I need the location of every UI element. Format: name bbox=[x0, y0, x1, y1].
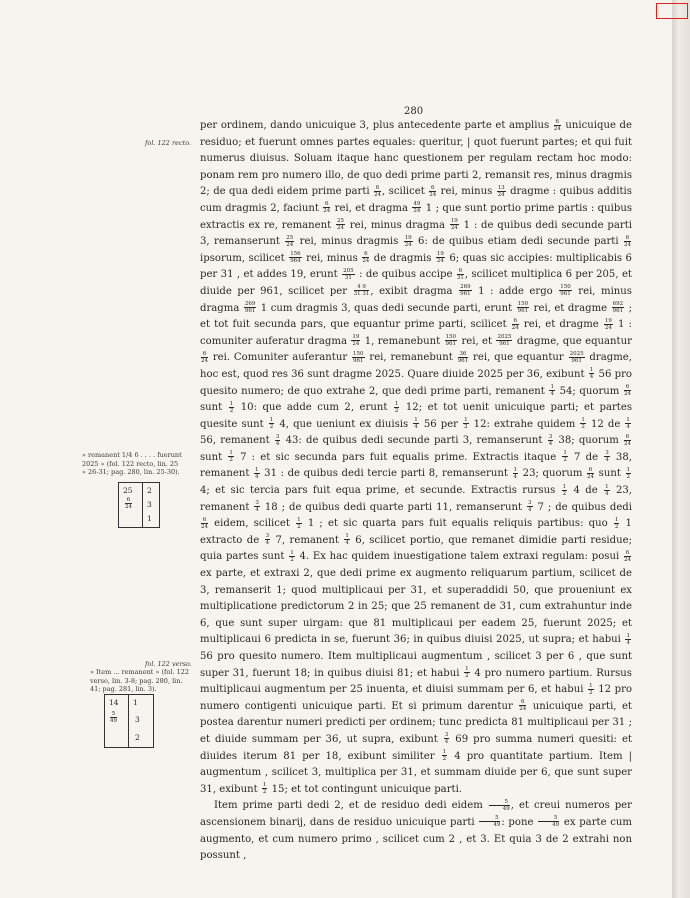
text-span: 23, remanent bbox=[200, 485, 633, 513]
fraction: $\frac{25}{24}$ bbox=[286, 234, 294, 248]
fraction: $\frac{1}{4}$ bbox=[626, 632, 630, 646]
fraction: $\frac{25}{24}$ bbox=[337, 218, 344, 232]
text-span: 1 ; et sic quarta pars fuit equalis reliquis partibus: quo bbox=[307, 518, 608, 530]
marginal-figure-1 bbox=[118, 482, 160, 528]
margin-note-line: » Item ... remanent » (fol. 122 bbox=[90, 668, 189, 676]
text-span: rei, et bbox=[461, 335, 493, 347]
fraction: $\frac{2025}{961}$ bbox=[569, 350, 584, 364]
fraction: $\frac{269}{961}$ bbox=[460, 284, 471, 298]
fraction: $\frac{269}{961}$ bbox=[244, 301, 256, 315]
text-span: 4; et sic tercia pars fuit equa prime, et secunde. Extractis rursus bbox=[200, 485, 556, 497]
text-span: cum dragmis 3, quas dedi secunde parti, erunt bbox=[270, 302, 513, 314]
fraction: $\frac{1}{4}$ bbox=[550, 384, 554, 397]
text-span: eidem, scilicet bbox=[214, 518, 290, 530]
text-span: ; et tot fuit secunda pars, que equantur prime parti, scilicet bbox=[200, 302, 632, 331]
fraction: $\frac{19}{24}$ bbox=[352, 334, 360, 348]
figure-cell: 2 bbox=[135, 733, 140, 742]
text-span: dragme, que equantur bbox=[516, 335, 632, 347]
fraction: $\frac{1}{2}$ bbox=[269, 417, 274, 431]
fraction: $\frac{1}{2}$ bbox=[562, 483, 567, 497]
text-span: 4 pro numero partium. Rursus multiplicaui augmentum per 25 inuenta, et diuisi summam per 6, et habui bbox=[200, 667, 632, 696]
text-span: 69 pro summa numeri quesiti: et diuides iterum 81 per 18, exibunt similiter bbox=[200, 733, 632, 762]
figure-cell: 1 bbox=[133, 698, 138, 707]
figure-cell: 14 bbox=[109, 698, 119, 707]
fraction: $\frac{1}{2}$ bbox=[262, 782, 267, 796]
text-span: : adde ergo bbox=[490, 285, 553, 297]
text-span: : pone bbox=[501, 816, 534, 828]
text-span: 6; quas sic accipies: multiplicabis 6 per 31 , et addes 19, erunt bbox=[200, 252, 632, 281]
fraction: $\frac{6}{31}$ bbox=[456, 267, 464, 281]
fraction: $\frac{6}{24}$ bbox=[623, 549, 631, 563]
fraction: $\frac{19}{24}$ bbox=[604, 317, 612, 331]
text-span: , exibit dragma bbox=[370, 285, 453, 297]
text-span: 31 : de quibus dedi tercie parti 8, remanserunt bbox=[264, 468, 508, 480]
fraction: $\frac{1}{2}$ bbox=[297, 516, 301, 530]
fraction: $\frac{1}{4}$ bbox=[345, 533, 349, 547]
page-number: 280 bbox=[404, 106, 424, 117]
fraction: $\frac{3}{4}$ bbox=[265, 533, 270, 547]
fraction: $\frac{2025}{961}$ bbox=[497, 334, 512, 348]
text-span: rei, minus dragma bbox=[349, 219, 445, 231]
fraction: $\frac{19}{24}$ bbox=[450, 218, 458, 232]
margin-note-line: » 26-31; pag. 280, lin. 25-30). bbox=[82, 468, 180, 476]
text-span: , et creui numeros per ascensionem binarij, dans de residuo unicuique parti bbox=[200, 800, 632, 828]
fraction: $\frac{205}{31}$ bbox=[343, 267, 354, 281]
fraction: $\frac{13}{24}$ bbox=[497, 184, 505, 198]
text-span: rei, remanebunt bbox=[369, 352, 453, 364]
text-span: 1 extracto de bbox=[200, 518, 632, 546]
fraction: $\frac{1}{4}$ bbox=[255, 466, 259, 480]
fraction: $\frac{6}{24}$ bbox=[374, 184, 382, 198]
fraction: $\frac{1}{4}$ bbox=[605, 483, 609, 497]
fraction: $\frac{3}{4}$ bbox=[255, 500, 259, 514]
figure-cell: 3 bbox=[135, 715, 140, 724]
fraction: $\frac{6}{24}$ bbox=[511, 317, 519, 331]
fraction: $\frac{49}{24}$ bbox=[413, 201, 421, 215]
fraction: $\frac{150}{961}$ bbox=[517, 301, 529, 315]
fraction: $\frac{150}{961}$ bbox=[560, 284, 571, 298]
text-span: : comuniter auferatur dragma bbox=[200, 319, 632, 347]
text-span: 43: de quibus dedi secunde parti 3, remanserunt bbox=[285, 435, 543, 447]
fraction: $\frac{1}{2}$ bbox=[563, 450, 567, 464]
fraction: $\frac{3}{4}$ bbox=[548, 433, 553, 447]
text-span: scilicet bbox=[388, 186, 425, 198]
fraction: $\frac{5}{49}$ bbox=[538, 815, 559, 828]
text-span: 24 bbox=[125, 504, 132, 510]
text-span: 18 ; de quibus dedi quarte parti 11, remanserunt bbox=[264, 501, 523, 513]
fraction: $\frac{3}{4}$ bbox=[605, 450, 609, 464]
text-span: rei, et dragma bbox=[334, 202, 409, 214]
text-span: 15; et tot contingunt unicuique parti. bbox=[271, 783, 463, 795]
text-span: 54; quorum bbox=[559, 385, 620, 397]
text-span: rei. Comuniter auferantur bbox=[212, 352, 348, 364]
text-span: 6 bbox=[126, 497, 131, 503]
fraction: $\frac{5}{49}$ bbox=[479, 815, 500, 828]
fraction: $\frac{1}{2}$ bbox=[229, 450, 233, 464]
fraction: $\frac{6}{24}$ bbox=[623, 433, 631, 447]
text-span: 56 per bbox=[423, 418, 459, 430]
fraction: $\frac{1}{4}$ bbox=[414, 417, 418, 431]
text-span: ex parte cum augmento, et cum numero primo , scilicet cum 2 , et 3. Et quia 3 de 2 extrahi non possunt , bbox=[200, 816, 632, 862]
text-span: 4. Ex hac quidem inuestigatione talem extraxi regulam: posui bbox=[299, 551, 620, 563]
fraction: $\frac{1}{2}$ bbox=[626, 466, 630, 480]
text-span: 12 de bbox=[590, 418, 621, 430]
fraction: $\frac{6}{24}$ bbox=[623, 384, 631, 397]
fraction: $\frac{19}{24}$ bbox=[404, 234, 412, 248]
text-span: sunt bbox=[598, 468, 621, 480]
text-span: 7 ; de quibus dedi bbox=[537, 501, 632, 513]
fraction: $\frac{6}{24}$ bbox=[323, 201, 331, 215]
fraction: $\frac{156}{964}$ bbox=[290, 251, 301, 265]
fraction: $\frac{1}{2}$ bbox=[589, 682, 593, 696]
figure-cell: 1 bbox=[147, 514, 152, 523]
text-span: 4 pro quantitate partium. Item | augmentum , scilicet 3, multiplica per 31, et summam diuide per 6, que sunt super 31, exibunt bbox=[200, 750, 632, 795]
text-span: 10: que adde cum 2, erunt bbox=[240, 402, 388, 414]
figure-cell: 2 bbox=[147, 486, 152, 495]
text-span: 6: de quibus etiam dedi secunde parti bbox=[418, 236, 619, 248]
margin-note-line: 41; pag. 281, lin. 3). bbox=[90, 685, 157, 693]
text-span: , remanebunt bbox=[371, 335, 441, 347]
margin-note-folio: fol. 122 recto. bbox=[145, 139, 192, 147]
fraction: $\frac{1}{2}$ bbox=[465, 666, 469, 680]
fraction: $\frac{692}{961}$ bbox=[612, 301, 624, 315]
margin-note-line: verso, lin. 3-8; pag. 280, lin. bbox=[90, 676, 183, 685]
text-span: sunt bbox=[200, 402, 223, 414]
fraction: $\frac{6}{24}$ bbox=[519, 699, 527, 713]
text-span: rei, et dragme bbox=[523, 319, 599, 331]
fraction: $\frac{1}{2}$ bbox=[394, 400, 399, 414]
text-span: 56, remanent bbox=[200, 435, 270, 447]
text-span: rei, minus bbox=[306, 252, 358, 264]
text-span: 12; et tot uenit unicuique parti; et partes quesite sunt bbox=[200, 402, 632, 430]
text-span: 38, remanent bbox=[200, 451, 632, 480]
text-span: rei, minus dragma bbox=[200, 285, 632, 314]
fraction: $\frac{3}{4}$ bbox=[275, 433, 280, 447]
text-span: de dragmis bbox=[373, 252, 432, 264]
fraction: $\frac{1}{2}$ bbox=[442, 749, 447, 763]
fraction: $\frac{6}{24}$ bbox=[553, 118, 561, 132]
text-span: per ordinem, dando unicuique 3, plus antecedente parte et amplius bbox=[200, 120, 550, 131]
fraction: $\frac{6}{24}$ bbox=[362, 251, 370, 265]
text-span: ex parte, et extraxi 2, que dedi prime ex augmento reliquarum partium, scilicet de 3, remanserit 1; quod multiplicaui per 31, et superaddidi 50, que proueniunt ex multiplicatione predictorum 2 in 25; que 25 remanent de 31, cum extrahuntur inde 6, que sunt super uirgam: que 81 multiplicaui per eadem 25, fuerunt 2025; et multiplicaui 6 predicta in se, fuerunt 36; in quibus diuisi 2025, ut supra; et habui bbox=[200, 568, 632, 646]
margin-note-reference bbox=[82, 451, 194, 477]
figure-cell: 25 bbox=[123, 486, 133, 495]
fraction: $\frac{3}{4}$ bbox=[528, 500, 532, 514]
margin-note-folio: fol. 122 verso. bbox=[145, 660, 192, 668]
text-span: rei, minus dragmis bbox=[299, 236, 399, 248]
text-span: : de quibus dedi secunde parti 3, remanserunt bbox=[200, 219, 632, 248]
text-span: 49 bbox=[110, 718, 117, 724]
text-span: dragme, hoc est, quod res 36 sunt dragme 2025. Quare diuide 2025 per 36, exibunt bbox=[200, 352, 632, 380]
text-span: 7 de bbox=[574, 451, 599, 463]
text-span: sunt bbox=[200, 451, 223, 463]
text-span: , scilicet multiplica 6 per 205, et diuide per 961, scilicet per bbox=[200, 269, 632, 297]
text-span: unicuique de residuo; et fuerunt omnes partes equales: queritur, | quot fuerunt partes; et qui fuit numerus diuisus. Soluam itaque hanc questionem per regulam rectam hoc modo: ponam rem pro numero illo, de quo dedi prime parti 2, remansit res, minus dragmis 2; de qua dedi eidem prime parti bbox=[200, 120, 632, 198]
fraction: $\frac{4 9}{31 31}$ bbox=[353, 284, 370, 298]
margin-note-line: 2025 » (fol. 122 recto, lin. 25 bbox=[82, 459, 179, 468]
fraction: $\frac{1}{2}$ bbox=[290, 549, 294, 563]
text-span: dragme : quibus additis cum dragmis 2, faciunt bbox=[200, 186, 632, 214]
fraction: $\frac{6}{24}$ bbox=[201, 516, 208, 530]
fraction: $\frac{1}{4}$ bbox=[513, 466, 518, 480]
fraction: $\frac{150}{961}$ bbox=[353, 350, 364, 364]
fraction: $\frac{1}{2}$ bbox=[464, 417, 468, 431]
main-text bbox=[200, 118, 632, 865]
fraction: $\frac{6}{24}$ bbox=[201, 350, 208, 364]
fraction: $\frac{1}{2}$ bbox=[581, 417, 585, 431]
paragraph-2 bbox=[200, 798, 632, 864]
text-span: 4 de bbox=[573, 485, 598, 497]
text-span: 5 bbox=[111, 711, 116, 717]
text-span: 38; quorum bbox=[558, 435, 619, 447]
fraction: $\frac{6}{24}$ bbox=[623, 234, 631, 248]
text-span: 23; quorum bbox=[522, 468, 583, 480]
text-span: ; que sunt portio prime partis : quibus extractis ex re, remanent bbox=[200, 202, 632, 231]
text-span: 56 pro quesito numero; de quo extrahe 2, que dedi prime parti, remanent bbox=[200, 368, 632, 397]
fraction: $\frac{1}{2}$ bbox=[614, 516, 619, 530]
text-span: 12: extrahe quidem bbox=[473, 418, 576, 430]
text-span: 7 : et sic secunda pars fuit equalis prime. Extractis itaque bbox=[240, 451, 557, 463]
text-span: 12 pro numero contigenti unicuique parti. Et si primum darentur bbox=[200, 684, 632, 712]
marginal-figure-2 bbox=[104, 694, 154, 748]
figure-divider bbox=[142, 483, 143, 527]
text-span: : de quibus accipe bbox=[359, 269, 453, 281]
figure-divider bbox=[128, 695, 129, 747]
fraction: $\frac{1}{4}$ bbox=[626, 417, 630, 431]
figure-fraction bbox=[125, 497, 132, 510]
fraction: $\frac{36}{961}$ bbox=[457, 350, 469, 364]
margin-note-reference bbox=[90, 668, 196, 694]
fraction: $\frac{1}{2}$ bbox=[229, 400, 234, 414]
text-span: 56 pro quesito numero. Item multiplicaui augmentum , scilicet 3 per 6 , que sunt super 31, fuerunt 18; in quibus diuisi 81; et habui bbox=[200, 651, 632, 679]
text-span: 7, remanent bbox=[275, 534, 339, 546]
text-span: 6, scilicet portio, que remanet dimidie parti residue; quia partes sunt bbox=[200, 534, 632, 563]
text-span: rei, minus bbox=[440, 186, 493, 198]
text-span: rei, que equantur bbox=[473, 352, 564, 364]
paragraph-1: per ordinem, dando unicuique 3, plus antecedente parte et amplius $\frac{6}{24}$ unicuique de residuo; et fuerunt omnes partes equales: queritur, | quot fuerunt partes; et qui fuit numerus diuisus. Soluam itaque hanc questionem per regulam rectam hoc modo: ponam rem pro numero illo, de quo dedi prime parti 2, remansit res, minus dragmis 2; de qua dedi eidem prime parti $\frac{6}{24}$ , scilicet $\frac{6}{24}$ rei, minus $\frac{13}{24}$ dragme : quibus additis cum dragmis 2, faciunt $\frac{6}{24}$ rei, et dragma $\frac{49}{24}$ 1 ; que sunt portio prime partis : quibus extractis ex re, remanent $\frac{25}{24}$ rei, minus dragma $\frac{19}{24}$ 1 : de quibus dedi secunde parti 3, remanserunt $\frac{25}{24}$ rei, minus dragmis $\frac{19}{24}$ 6: de quibus etiam dedi secunde parti $\frac{6}{24}$ ipsorum, scilicet $\frac{156}{964}$ rei, minus $\frac{6}{24}$ de dragmis $\frac{19}{24}$ 6; quas sic accipies: multiplicabis 6 per 31 , et addes 19, erunt $\frac{205}{31}$ : de quibus accipe $\frac{6}{31}$ , scilicet multiplica 6 per 205, et diuide per 961, scilicet per $\frac{4 9}{31 31}$ , exibit dragma $\frac{269}{961}$ 1 : adde ergo $\frac{150}{961}$ rei, minus dragma $\frac{269}{961}$ 1 cum dragmis 3, quas dedi secunde parti, erunt $\frac{150}{961}$ rei, et dragme $\frac{692}{961}$ ; et tot fuit secunda pars, que equantur prime parti, scilicet $\frac{6}{24}$ rei, et dragme $\frac{19}{24}$ 1 : comuniter auferatur dragma $\frac{19}{24}$ 1, remanebunt $\frac{150}{961}$ rei, et $\frac{2025}{961}$ dragme, que equantur $\frac{6}{24}$ rei. Comuniter auferantur $\frac{150}{961}$ rei, remanebunt $\frac{36}{961}$ rei, que equantur $\frac{2025}{961}$ dragme, hoc est, quod res 36 sunt dragme 2025. Quare diuide 2025 per 36, exibunt $\frac{1}{4}$ 56 pro quesito numero; de quo extrahe 2, que dedi prime parti, remanent $\frac{1}{4}$ 54; quorum $\frac{6}{24}$ sunt $\frac{1}{2}$ 10: que adde cum 2, erunt $\frac{1}{2}$ 12; et tot uenit unicuique parti; et partes quesite sunt $\frac{1}{2}$ 4, que ueniunt ex diuisis $\frac{1}{4}$ 56 per $\frac{1}{2}$ 12: extrahe quidem $\frac{1}{2}$ 12 de $\frac{1}{4}$ 56, remanent $\frac{3}{4}$ 43: de quibus dedi secunde parti 3, remanserunt $\frac{3}{4}$ 38; quorum $\frac{6}{24}$ sunt $\frac{1}{2}$ 7 : et sic secunda pars fuit equalis prime. Extractis itaque $\frac{1}{2}$ 7 de $\frac{3}{4}$ 38, remanent $\frac{1}{4}$ 31 : de quibus dedi tercie parti 8, remanserunt $\frac{1}{4}$ 23; quorum $\frac{6}{24}$ sunt $\frac{1}{2}$ 4; et sic tercia pars fuit equa prime, et secunde. Extractis rursus $\frac{1}{2}$ 4 de $\frac{1}{4}$ 23, remanent $\frac{3}{4}$ 18 ; de quibus dedi quarte parti 11, remanserunt $\frac{3}{4}$ 7 ; de quibus dedi $\frac{6}{24}$ eidem, scilicet $\frac{1}{2}$ 1 ; et sic quarta pars fuit equalis reliquis partibus: quo $\frac{1}{2}$ 1 extracto de $\frac{3}{4}$ 7, remanent $\frac{1}{4}$ 6, scilicet portio, que remanet dimidie parti residue; quia partes sunt $\frac{1}{2}$ 4. Ex hac quidem inuestigatione talem extraxi regulam: posui $\frac{6}{24}$ ex parte, et extraxi 2, que dedi prime ex augmento reliquarum partium, scilicet de 3, remanserit 1; quod multiplicaui per 31, et superaddidi 50, que proueniunt ex multiplicatione predictorum 2 in 25; que 25 remanent de 31, cum extrahuntur inde 6, que sunt super uirgam: que 81 multiplicaui per eadem 25, fuerunt 2025; et multiplicaui 6 predicta in se, fuerunt 36; in quibus diuisi 2025, ut supra; et habui $\frac{1}{4}$ 56 pro quesito numero. Item multiplicaui augmentum , scilicet 3 per 6 , que sunt super 31, fuerunt 18; in quibus diuisi 81; et habui $\frac{1}{2}$ 4 pro numero partium. Rursus multiplicaui augmentum per 25 inuenta, et diuisi summam per 6, et habui $\frac{1}{2}$ 12 pro numero contigenti unicuique parti. Et si primum darentur $\frac{6}{24}$ unicuique parti, et postea darentur numeri predicti per ordinem; tunc predicta 81 multiplicaui per 31 ; et diuide summam per 36, ut supra, exibunt $\frac{3}{4}$ 69 pro summa numeri quesiti: et diuides iterum 81 per 18, exibunt similiter $\frac{1}{2}$ 4 pro quantitate partium. Item | augmentum , scilicet 3, multiplica per 31, et summam diuide per 6, que sunt super 31, exibunt $\frac{1}{2}$ 15; et tot contingunt unicuique parti. bbox=[200, 118, 633, 796]
text-span: ipsorum, scilicet bbox=[200, 252, 285, 264]
fraction: $\frac{1}{4}$ bbox=[589, 367, 594, 381]
figure-cell: 3 bbox=[147, 500, 152, 509]
fraction: $\frac{6}{24}$ bbox=[429, 184, 437, 198]
corner-color-mark bbox=[656, 3, 688, 19]
margin-note-line: » remanent 1/4 6 . . . . fuerunt bbox=[82, 451, 182, 459]
text-span: unicuique parti, et postea darentur numeri predicti per ordinem; tunc predicta 81 multiplicaui per 31 ; et diuide summam per 36, ut supra, exibunt bbox=[200, 700, 632, 745]
fraction: $\frac{3}{4}$ bbox=[444, 732, 449, 746]
fraction: $\frac{150}{961}$ bbox=[445, 334, 457, 348]
text-span: rei, et dragme bbox=[533, 302, 608, 314]
figure-fraction bbox=[110, 711, 117, 724]
text-span: Item prime parti dedi 2, et de residuo dedi eidem bbox=[214, 800, 483, 812]
fraction: $\frac{5}{49}$ bbox=[489, 799, 510, 812]
fraction: $\frac{6}{24}$ bbox=[587, 466, 595, 480]
page-edge bbox=[672, 0, 690, 898]
text-span: 4, que ueniunt ex diuisis bbox=[279, 418, 409, 430]
fraction: $\frac{19}{24}$ bbox=[436, 251, 444, 265]
